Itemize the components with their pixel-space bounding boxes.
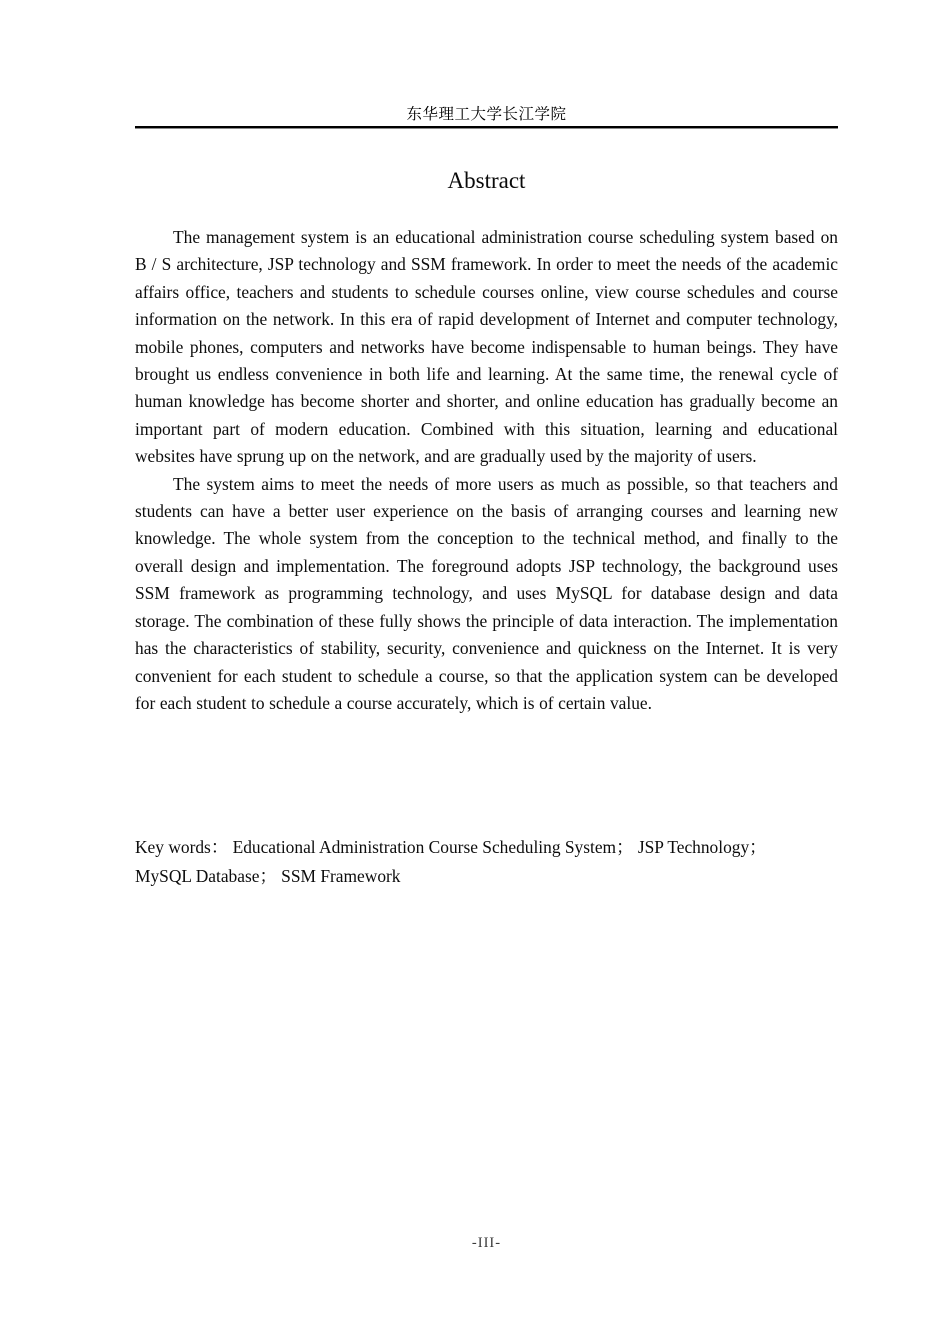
header-divider-rule xyxy=(135,126,838,129)
keywords-line-2: MySQL Database； SSM Framework xyxy=(135,865,401,886)
keywords-line-1: Key words： Educational Administration Course Scheduling System； JSP Technology； xyxy=(135,837,767,857)
keywords-section xyxy=(135,833,838,890)
page-title: Abstract xyxy=(447,168,526,193)
abstract-body xyxy=(135,224,838,717)
footer-page-number: -III- xyxy=(471,1235,502,1251)
header-institution-name: 东华理工大学长江学院 xyxy=(406,105,567,123)
running-header xyxy=(135,104,838,129)
abstract-paragraph-2: The system aims to meet the needs of more users as much as possible, so that teachers and students can have a better user experience on the basis of arranging courses and learning new knowledge. The whole system from the conception to the technical method, and finally to the overall design and implementation. The foreground adopts JSP technology, the background uses SSM framework as programming technology, and uses MySQL for database design and data storage. The combination of these fully shows the principle of data interaction. The implementation has the characteristics of stability, security, convenience and quickness on the Internet. It is very convenient for each student to schedule a course, so that the application system can be developed for each student to schedule a course accurately, which is of certain value. xyxy=(135,473,838,713)
abstract-paragraph-1: The management system is an educational administration course scheduling system based on B / S architecture, JSP technology and SSM framework. In order to meet the needs of the academic affairs office, teachers and students to schedule courses online, view course schedules and course information on the network. In this era of rapid development of Internet and computer technology, mobile phones, computers and networks have become indispensable to human beings. They have brought us endless convenience in both life and learning. At the same time, the renewal cycle of human knowledge has become shorter and shorter, and online education has gradually become an important part of modern education. Combined with this situation, learning and educational websites have sprung up on the network, and are gradually used by the majority of users. xyxy=(135,227,838,467)
